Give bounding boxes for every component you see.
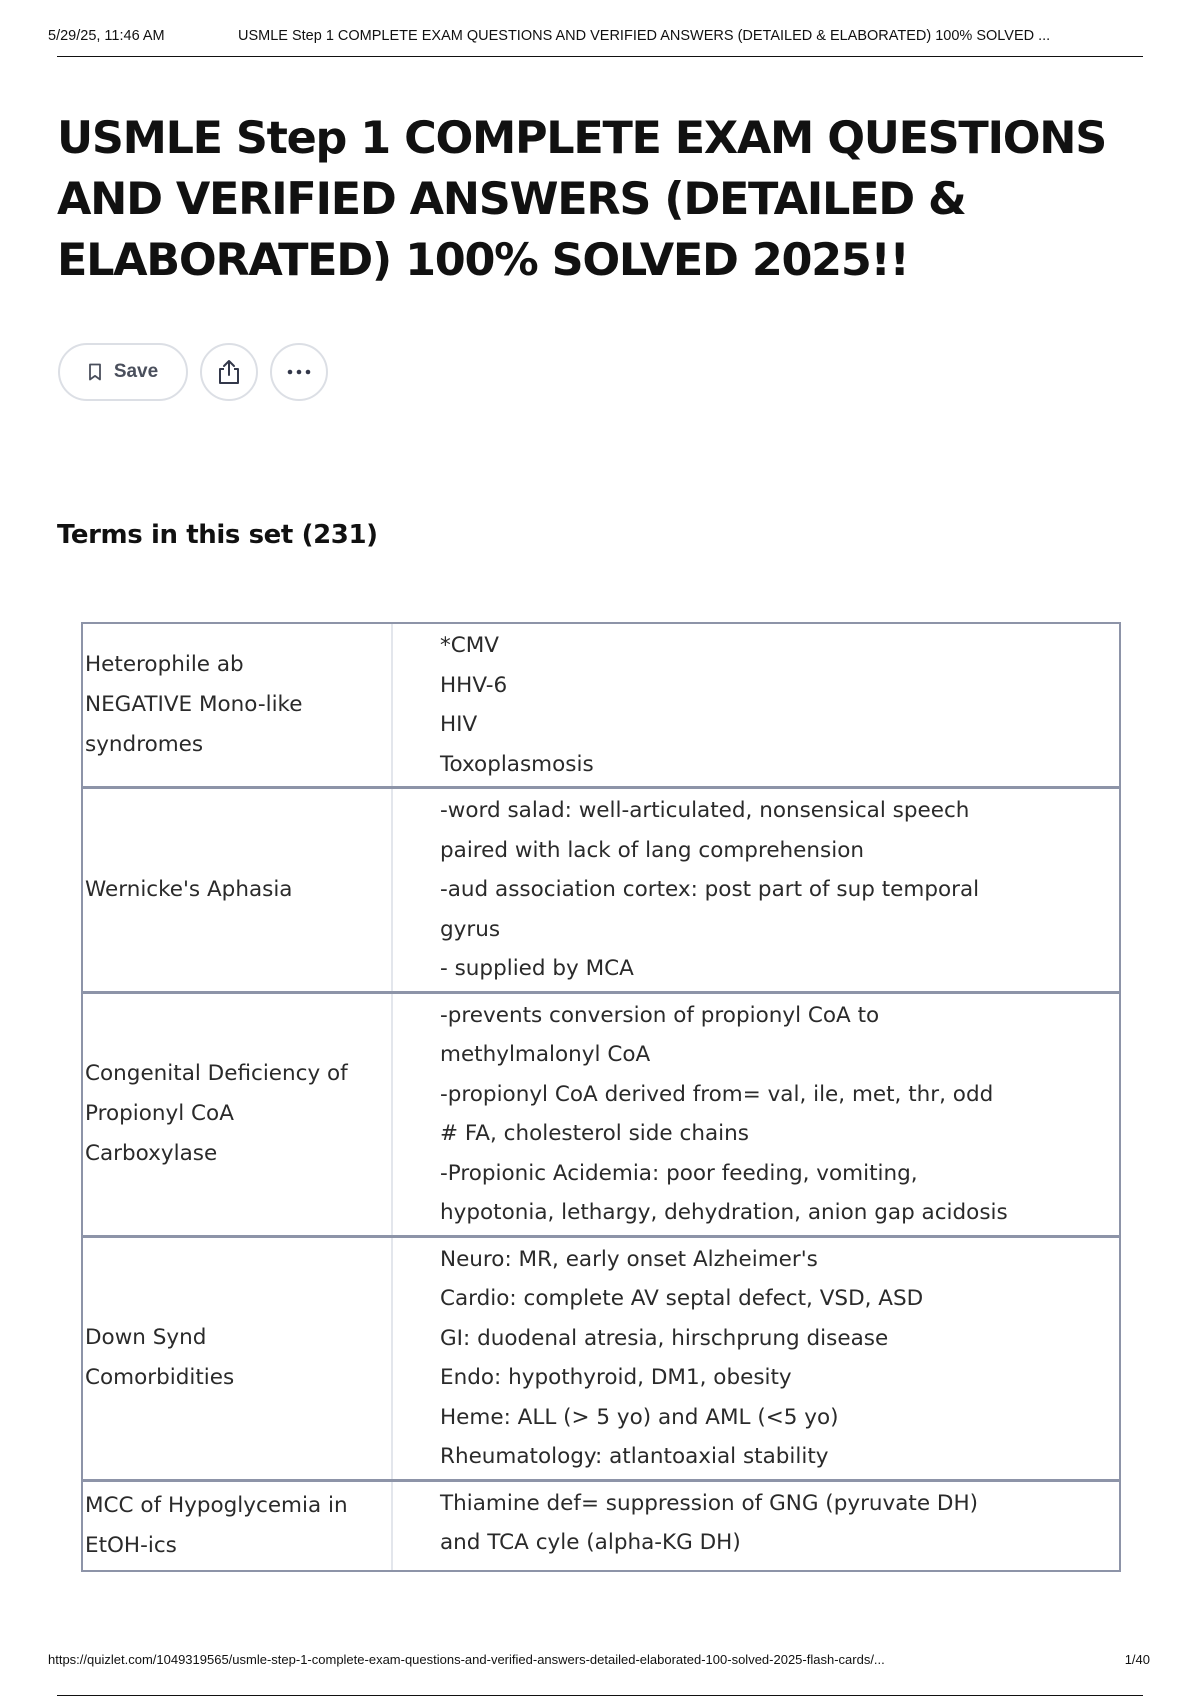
definition-line: and TCA cyle (alpha-KG DH) <box>440 1530 741 1555</box>
term-cell <box>83 624 393 786</box>
share-icon <box>216 358 242 386</box>
share-button[interactable] <box>200 343 258 401</box>
definition-cell <box>393 994 1119 1235</box>
term-row <box>83 1482 1119 1570</box>
print-url: https://quizlet.com/1049319565/usmle-step-1-complete-exam-questions-and-verified-answers-detailed-elaborated-100-solved-2025-flash-cards/... <box>48 1652 885 1667</box>
terms-heading: Terms in this set (231) <box>57 520 378 550</box>
definition-line: GI: duodenal atresia, hirschprung disease <box>440 1325 889 1351</box>
term-row <box>83 624 1119 789</box>
more-icon <box>285 368 313 376</box>
action-bar <box>58 343 328 401</box>
term-row <box>83 994 1119 1238</box>
term-line: Propionyl CoA <box>85 1101 234 1126</box>
definition-cell <box>393 1238 1119 1479</box>
definition-line: methylmalonyl CoA <box>440 1042 651 1067</box>
term-line: syndromes <box>85 732 204 757</box>
term-line: EtOH-ics <box>85 1532 177 1558</box>
definition-cell <box>393 1482 1119 1570</box>
definition-line: Rheumatology: atlantoaxial stability <box>440 1444 829 1469</box>
definition-line: Neuro: MR, early onset Alzheimer's <box>440 1246 818 1272</box>
definition-line: Cardio: complete AV septal defect, VSD, ASD <box>440 1286 924 1311</box>
more-button[interactable] <box>270 343 328 401</box>
term-line: Comorbidities <box>85 1365 235 1390</box>
page-title-line: USMLE Step 1 COMPLETE EXAM QUESTIONS <box>57 113 1106 164</box>
term-line: Heterophile ab <box>85 652 244 677</box>
definition-line: HIV <box>440 712 478 737</box>
term-line: Down Synd <box>85 1325 207 1350</box>
print-date: 5/29/25, 11:46 AM <box>48 28 165 44</box>
term-cell <box>83 1482 393 1570</box>
page-title <box>57 108 1137 291</box>
term-cell <box>83 789 393 991</box>
print-doc-title: USMLE Step 1 COMPLETE EXAM QUESTIONS AND VERIFIED ANSWERS (DETAILED & ELABORATED) 100% SOLVED ... <box>238 28 1051 44</box>
definition-line: # FA, cholesterol side chains <box>440 1121 749 1146</box>
print-footer <box>48 1652 1150 1667</box>
save-button[interactable] <box>58 343 188 401</box>
definition-line: - supplied by MCA <box>440 956 634 981</box>
term-row <box>83 1238 1119 1482</box>
save-label: Save <box>113 361 159 382</box>
definition-line: Thiamine def= suppression of GNG (pyruvate DH) <box>440 1490 979 1516</box>
definition-line: -propionyl CoA derived from= val, ile, met, thr, odd <box>440 1081 994 1107</box>
term-line: Wernicke's Aphasia <box>85 876 293 902</box>
definition-line: gyrus <box>440 916 501 942</box>
term-line: Congenital Deficiency of <box>85 1061 348 1086</box>
definition-line: Heme: ALL (> 5 yo) and AML (<5 yo) <box>440 1404 839 1430</box>
terms-table <box>81 622 1121 1572</box>
page-number: 1/40 <box>1124 1652 1150 1667</box>
definition-cell <box>393 624 1119 786</box>
page-title-line: AND VERIFIED ANSWERS (DETAILED & <box>57 174 966 225</box>
definition-line: Endo: hypothyroid, DM1, obesity <box>440 1365 792 1390</box>
definition-line: -Propionic Acidemia: poor feeding, vomiting, <box>440 1160 918 1186</box>
print-header <box>48 28 1142 44</box>
definition-line: -word salad: well-articulated, nonsensical speech <box>440 798 970 823</box>
term-cell <box>83 1238 393 1479</box>
definition-line: hypotonia, lethargy, dehydration, anion gap acidosis <box>440 1200 1008 1225</box>
definition-cell <box>393 789 1119 991</box>
definition-line: -prevents conversion of propionyl CoA to <box>440 1002 880 1028</box>
term-cell <box>83 994 393 1235</box>
definition-line: HHV-6 <box>440 672 508 698</box>
term-row <box>83 789 1119 994</box>
footer-rule <box>57 1695 1143 1696</box>
term-line: NEGATIVE Mono-like <box>85 692 303 717</box>
definition-line: -aud association cortex: post part of sup temporal <box>440 877 980 902</box>
definition-line: paired with lack of lang comprehension <box>440 837 864 863</box>
definition-line: Toxoplasmosis <box>440 751 594 777</box>
page-title-line: ELABORATED) 100% SOLVED 2025!! <box>57 235 909 286</box>
header-rule <box>57 56 1143 57</box>
term-line: MCC of Hypoglycemia in <box>85 1492 348 1518</box>
definition-line: *CMV <box>440 633 500 658</box>
bookmark-icon <box>88 363 102 381</box>
term-line: Carboxylase <box>85 1141 218 1166</box>
